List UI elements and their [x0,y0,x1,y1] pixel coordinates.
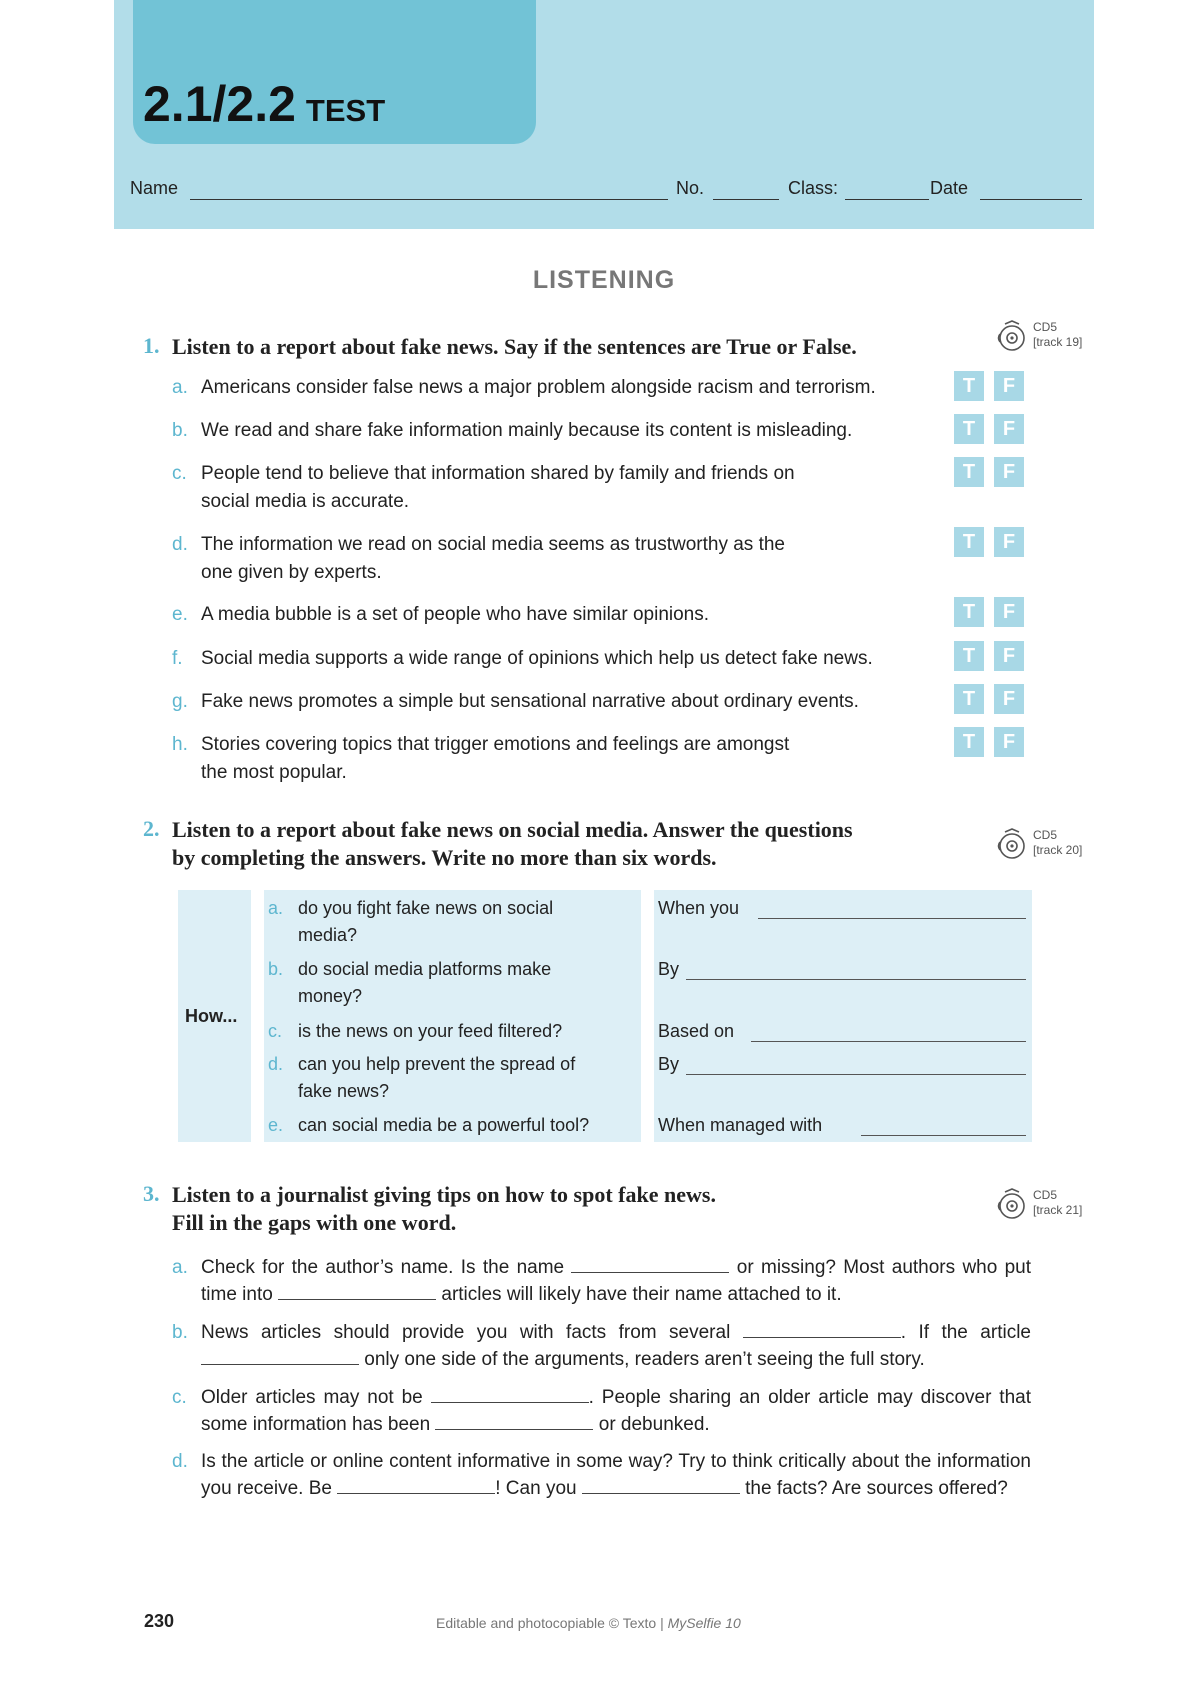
number-field[interactable] [713,199,779,200]
text-part: or missing? Most authors who put time into [201,1257,1032,1305]
q2-track-label: [track 20] [1033,843,1083,857]
q3-item-a [172,1254,1032,1308]
text-part: the facts? Are sources offered? [745,1478,1008,1499]
class-label: Class: [788,178,839,198]
item-letter: h. [172,734,188,755]
gap-blank[interactable] [571,1254,729,1273]
gap-blank[interactable] [431,1384,589,1403]
false-option-a[interactable]: F [994,371,1024,401]
item-letter: b. [172,420,188,441]
q1-item-e [172,601,932,629]
q1-item-f [172,645,932,673]
item-text: People tend to believe that information shared by family and friends on social media is accurate. [201,463,795,512]
item-text [201,1384,1031,1438]
true-option-c[interactable]: T [954,457,984,487]
q1-track-label: [track 19] [1033,335,1083,349]
text-part: Is the article or online content informative in some way? Try to think critically about the information you receive. Be [201,1451,1031,1499]
text-part: News articles should provide you with facts from several [201,1322,731,1343]
q1-item-a [172,374,932,402]
item-text [201,1254,1031,1308]
q3-instruction-line1: Listen to a journalist giving tips on how to spot fake news. [172,1182,716,1207]
q2-question-a [268,895,638,949]
date-field[interactable] [980,199,1082,200]
q1-item-d [172,531,932,587]
q3-item-b [172,1319,1031,1373]
q3-track-label: [track 21] [1033,1203,1083,1217]
audio-cd-icon [995,1188,1029,1224]
true-option-a[interactable]: T [954,371,984,401]
item-text: can social media be a powerful tool? [298,1115,590,1135]
item-letter: d. [172,1451,188,1472]
class-field[interactable] [845,199,929,200]
date-label: Date [930,178,969,198]
how-label: How... [185,1006,238,1026]
q2-cd-badge[interactable] [995,828,1095,868]
q2-answer-c-label: Based on [658,1021,735,1041]
item-letter: c. [268,1021,283,1041]
q2-answer-d-field[interactable] [686,1074,1026,1075]
true-option-g[interactable]: T [954,684,984,714]
item-text: A media bubble is a set of people who have similar opinions. [201,604,710,625]
q3-item-d [172,1448,1031,1502]
true-option-b[interactable]: T [954,414,984,444]
item-text: Social media supports a wide range of opinions which help us detect fake news. [201,648,873,669]
item-text [201,1448,1031,1502]
item-letter: c. [172,1387,187,1408]
q2-question-e [268,1112,638,1139]
false-option-g[interactable]: F [994,684,1024,714]
q2-question-d [268,1051,638,1105]
item-text: Fake news promotes a simple but sensational narrative about ordinary events. [201,691,859,712]
gap-blank[interactable] [743,1319,901,1338]
item-letter: a. [172,377,188,398]
item-text: We read and share fake information mainly because its content is misleading. [201,420,853,441]
item-text: do you fight fake news on social media? [298,898,554,945]
q3-cd-badge[interactable] [995,1188,1095,1228]
true-option-e[interactable]: T [954,597,984,627]
q2-cd-label: CD5 [1033,828,1058,842]
text-part: Check for the author’s name. Is the name [201,1257,565,1278]
book-title: MySelfie 10 [667,1615,741,1631]
q2-number: 2. [143,816,160,841]
false-option-h[interactable]: F [994,727,1024,757]
text-part: articles will likely have their name attached to it. [441,1284,842,1305]
q1-number: 1. [143,333,160,358]
gap-blank[interactable] [582,1475,740,1494]
q2-answer-d-label: By [658,1054,680,1074]
q2-answer-b-field[interactable] [686,979,1026,980]
false-option-c[interactable]: F [994,457,1024,487]
q2-question-c [268,1018,638,1045]
gap-blank[interactable] [337,1475,495,1494]
item-letter: a. [268,898,284,918]
item-text: The information we read on social media seems as trustworthy as the one given by experts. [201,534,785,583]
q1-cd-label: CD5 [1033,320,1058,334]
item-text: is the news on your feed filtered? [298,1021,563,1041]
item-text: can you help prevent the spread of fake news? [298,1054,576,1101]
q1-item-b [172,417,932,445]
q3-cd-label: CD5 [1033,1188,1058,1202]
q2-answer-c-field[interactable] [751,1041,1026,1042]
gap-blank[interactable] [278,1281,436,1300]
item-letter: e. [268,1115,284,1135]
q2-answer-b-label: By [658,959,680,979]
item-letter: g. [172,691,188,712]
item-text: Americans consider false news a major problem alongside racism and terrorism. [201,377,876,398]
gap-blank[interactable] [435,1411,593,1430]
true-option-d[interactable]: T [954,527,984,557]
true-option-f[interactable]: T [954,641,984,671]
answers-cell [654,890,1032,1142]
text-part: only one side of the arguments, readers aren’t seeing the full story. [364,1349,925,1370]
text-part: . If the article [900,1322,1031,1343]
text-part: ! Can you [495,1478,577,1499]
q2-answer-e-field[interactable] [861,1135,1026,1136]
audio-cd-icon [995,828,1029,864]
number-label: No. [676,178,705,198]
section-title: LISTENING [532,266,676,294]
q3-item-c [172,1384,1031,1438]
text-part: or debunked. [598,1414,710,1435]
page-number: 230 [144,1611,175,1631]
test-title [143,74,385,141]
q1-instruction: Listen to a report about fake news. Say if the sentences are True or False. [172,334,857,359]
item-letter: d. [172,534,188,555]
item-letter: c. [172,463,187,484]
q1-item-h [172,731,932,787]
q2-answer-e-label: When managed with [658,1115,823,1135]
name-label: Name [130,178,179,198]
text-part: Older articles may not be [201,1387,423,1408]
test-label: TEST [305,93,386,128]
item-letter: b. [268,959,284,979]
false-option-e[interactable]: F [994,597,1024,627]
false-option-f[interactable]: F [994,641,1024,671]
q2-instruction-line1: Listen to a report about fake news on social media. Answer the questions [172,817,853,842]
audio-cd-icon [995,320,1029,356]
copyright-text: Editable and photocopiable © Texto | [436,1615,664,1631]
test-number: 2.1/2.2 [143,76,296,132]
q1-item-c [172,460,932,516]
item-text: do social media platforms make money? [298,959,552,1006]
text-part: . People sharing an older article may discover that some information has been [201,1387,1031,1435]
true-option-h[interactable]: T [954,727,984,757]
q2-answer-a-field[interactable] [758,918,1026,919]
q1-item-g [172,688,932,716]
q1-cd-badge[interactable] [995,320,1095,360]
gap-blank[interactable] [201,1346,359,1365]
item-letter: b. [172,1322,188,1343]
q2-answer-a-label: When you [658,898,740,918]
q2-question-b [268,956,638,1010]
q3-instruction-line2: Fill in the gaps with one word. [172,1210,457,1235]
q2-instruction-line2: by completing the answers. Write no more than six words. [172,845,717,870]
false-option-d[interactable]: F [994,527,1024,557]
item-letter: a. [172,1257,188,1278]
item-letter: f. [172,648,183,669]
item-letter: e. [172,604,188,625]
footer-copyright [436,1615,741,1631]
q3-number: 3. [143,1181,160,1206]
item-letter: d. [268,1054,284,1074]
item-text: Stories covering topics that trigger emotions and feelings are amongst the most popular. [201,734,790,783]
name-field[interactable] [190,199,668,200]
item-text [201,1319,1031,1373]
false-option-b[interactable]: F [994,414,1024,444]
